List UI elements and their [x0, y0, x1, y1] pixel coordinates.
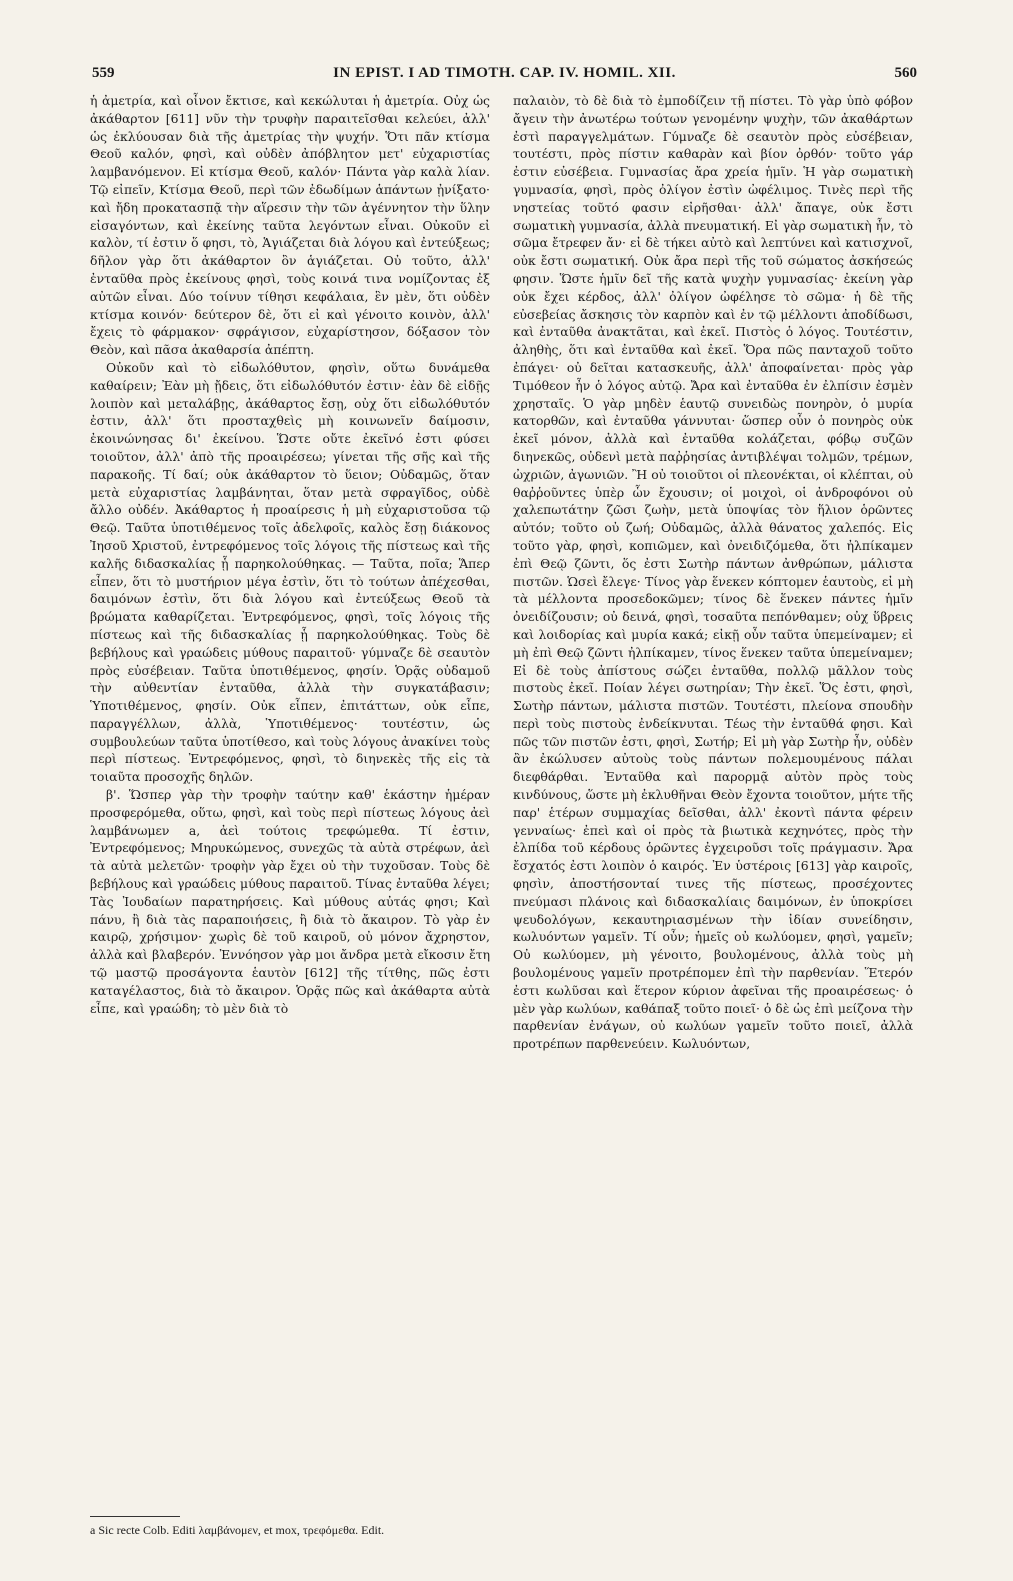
- footnote: a Sic recte Colb. Editi λαμβάνομεν, et mox, τρεφόμεθα. Edit.: [90, 1523, 385, 1537]
- left-paragraph-2: Οὐκοῦν καὶ τὸ εἰδωλόθυτον, φησὶν, οὕτω δυνάμεθα καθαίρειν; Ἐὰν μὴ ᾔδεις, ὅτι εἰδωλόθυτόν ἐστιν· ἐὰν δὲ εἰδῇς λοιπὸν καὶ μεταλάβῃς, ἀκάθαρτος ἔσῃ, οὐχ ὅτι εἰδωλόθυτόν ἐστιν, ἀλλ' ὅτι προσταχθεὶς μὴ κοινωνεῖν δαίμοσιν, ἐκοινώνησας δι' ἐκείνου. Ὥστε οὔτε ἐκεῖνό ἐστι φύσει τοιοῦτον, ἀλλ' ἀπὸ τῆς προαιρέσεω; γίνεται τῆς σῆς καὶ τῆς παρακοῆς. Τί δαί; οὐκ ἀκάθαρτον τὸ ὕειον; Οὐδαμῶς, ὅταν μετὰ εὐχαριστίας λαμβάνηται, ὅταν μετὰ σφραγῖδος, οὐδὲ ἄλλο οὐδέν. Ἀκάθαρτος ἡ προαίρεσις ἡ μὴ εὐχαριστοῦσα τῷ Θεῷ. Ταῦτα ὑποτιθέμενος τοῖς ἀδελφοῖς, καλὸς ἔσῃ διάκονος Ἰησοῦ Χριστοῦ, ἐντρεφόμενος τοῖς λόγοις τῆς πίστεως καὶ τῆς καλῆς διδασκαλίας ᾗ παρηκολούθηκας. — Ταῦτα, ποῖα; Ἅπερ εἶπεν, ὅτι τὸ μυστήριον μέγα ἐστὶν, ὅτι τὸ τούτων ἀπέχεσθαι, δαιμόνων ἐστὶν, ὅτι διὰ λόγου καὶ ἐντεύξεως Θεοῦ τὰ βρώματα καθαρίζεται. Ἐντρεφόμενος, φησὶ, τοῖς λόγοις τῆς πίστεως καὶ τῆς διδασκαλίας ᾗ παρηκολούθηκας. Τοὺς δὲ βεβήλους καὶ γραώδεις μύθους παραιτοῦ· γύμναζε δὲ σεαυτὸν πρὸς εὐσέβειαν. Ταῦτα ὑποτιθέμενος, φησίν. Ὁρᾷς οὐδαμοῦ τὴν αὐθεντίαν ἐνταῦθα, ἀλλὰ τὴν συγκατάβασιν; Ὑποτιθέμενος, φησίν. Οὐκ εἶπεν, ἐπιτάττων, οὐκ εἶπε, παραγγέλλων, ἀλλὰ, Ὑποτιθέμενος· τουτέστιν, ὡς συμβουλεύων ταῦτα ὑποτίθεσο, καὶ τοὺς λόγους ἀνακίνει τοὺς περὶ πίστεως. Ἐντρεφόμενος, φησὶ, τὸ διηνεκὲς τῆς εἰς τὰ τοιαῦτα προσοχῆς δηλῶν.: [90, 359, 490, 785]
- left-paragraph-3: β'. Ὥσπερ γὰρ τὴν τροφὴν ταύτην καθ' ἑκάστην ἡμέραν προσφερόμεθα, οὕτω, φησὶ, καὶ τοὺς περὶ πίστεως λόγους ἀεὶ λαμβάνωμεν a, ἀεὶ τούτοις τρεφώμεθα. Τί ἐστιν, Ἐντρεφόμενος; Μηρυκώμενος, συνεχῶς τὰ αὐτὰ στρέφων, ἀεὶ τὰ αὐτὰ μελετῶν· τροφὴν γὰρ ἔχει οὐ τὴν τυχοῦσαν. Τοὺς δὲ βεβήλους καὶ γραώδεις μύθους παραιτοῦ. Τίνας ἐνταῦθα λέγει; Τὰς Ἰουδαίων παρατηρήσεις. Καὶ μύθους αὐτάς φησι; Καὶ πάνυ, ἢ διὰ τὰς παραποιήσεις, ἢ διὰ τὸ ἄκαιρον. Τὸ γὰρ ἐν καιρῷ, χρήσιμον· χωρὶς δὲ τοῦ καιροῦ, οὐ μόνον ἄχρηστον, ἀλλὰ καὶ βλαβερόν. Ἐννόησον γὰρ μοι ἄνδρα μετὰ εἴκοσιν ἔτη τῷ μαστῷ προσάγοντα ἑαυτὸν [612] τῆς τίτθης, πῶς ἐστι καταγέλαστος, διὰ τὸ ἄκαιρον. Ὁρᾷς πῶς καὶ ἀκάθαρτα αὐτὰ εἶπε, καὶ γραώδη; τὸ μὲν διὰ τὸ: [90, 787, 490, 1016]
- page-header: [92, 60, 917, 86]
- running-title: IN EPIST. I AD TIMOTH. CAP. IV. HOMIL. XII.: [333, 64, 676, 81]
- page-number-right: 560: [894, 64, 917, 81]
- right-paragraph-1: παλαιὸν, τὸ δὲ διὰ τὸ ἐμποδίζειν τῇ πίστει. Τὸ γὰρ ὑπὸ φόβον ἄγειν τὴν ἀνωτέρω τούτων γενομένην ψυχὴν, τῶν ἀκαθάρτων ἐστὶ παραγγελμάτων. Γύμναζε δὲ σεαυτὸν πρὸς εὐσέβειαν, τουτέστι, πρὸς πίστιν καθαρὰν καὶ βίον ὀρθόν· τοῦτο γάρ ἐστιν εὐσέβεια. Γυμνασίας ἄρα χρεία ἡμῖν. Ἡ γὰρ σωματικὴ γυμνασία, φησὶ, πρὸς ὀλίγον ἐστὶν ὠφέλιμος. Τινὲς περὶ τῆς νηστείας τοῦτό φασιν εἰρῆσθαι· ἀλλ' ἄπαγε, οὐκ ἔστι σωματικὴ γυμνασία, ἀλλὰ πνευματική. Εἰ γὰρ σωματικὴ ἦν, τὸ σῶμα ἔτρεφεν ἄν· εἰ δὲ τήκει αὐτὸ καὶ λεπτύνει καὶ κατισχνοῖ, οὐκ ἔστι σωματική. Οὐκ ἄρα περὶ τῆς τοῦ σώματος ἀσκήσεώς φησιν. Ὥστε ἡμῖν δεῖ τῆς κατὰ ψυχὴν γυμνασίας· ἐκείνη γὰρ οὐκ ἔχει κέρδος, ἀλλ' ὀλίγον ὠφέλησε τὸ σῶμα· ἡ δὲ τῆς εὐσεβείας ἄσκησις τὸν καρπὸν καὶ ἐν τῷ μέλλοντι ἀποδίδωσι, καὶ ἐνταῦθα ἀνακτᾶται, καὶ ἐκεῖ. Πιστὸς ὁ λόγος. Τουτέστιν, ἀληθὴς, ὅτι καὶ ἐνταῦθα καὶ ἐκεῖ. Ὅρα πῶς πανταχοῦ τοῦτο ἐπάγει· οὐ δεῖται κατασκευῆς, ἀλλ' ἀποφαίνεται· πρὸς γὰρ Τιμόθεον ἦν ὁ λόγος αὐτῷ. Ἄρα καὶ ἐνταῦθα ἐν ἐλπίσιν ἐσμὲν χρησταῖς. Ὁ γὰρ μηδὲν ἑαυτῷ συνειδὼς πονηρὸν, ὁ μυρία κατορθῶν, καὶ ἐνταῦθα γάννυται· ὥσπερ οὖν ὁ πονηρὸς οὐκ ἐκεῖ μόνον, ἀλλὰ καὶ ἐνταῦθα κολάζεται, φόβῳ συζῶν διηνεκῶς, οὐδενὶ μετὰ παῤῥησίας ἀντιβλέψαι τολμῶν, τρέμων, ὠχριῶν, ἀγωνιῶν. Ἢ οὐ τοιοῦτοι οἱ πλεονέκται, οἱ κλέπται, οὐ θαῤῥοῦντες ὑπὲρ ὧν ἔχουσιν; οἱ μοιχοὶ, οἱ ἀνδροφόνοι οὐ χαλεπωτάτην ζῶσι ζωὴν, μετὰ ὑποψίας τὸν ἥλιον ὁρῶντες αὐτόν; τοῦτο οὐ ζωή; Οὐδαμῶς, ἀλλὰ θάνατος χαλεπός. Εἰς τοῦτο γὰρ, φησὶ, κοπιῶμεν, καὶ ὀνειδιζόμεθα, ὅτι ἠλπίκαμεν ἐπὶ Θεῷ ζῶντι, ὅς ἐστι Σωτὴρ πάντων ἀνθρώπων, μάλιστα πιστῶν. Ὡσεὶ ἔλεγε· Τίνος γὰρ ἕνεκεν κόπτομεν ἑαυτοὺς, εἰ μὴ τὰ μέλλοντα προσεδοκῶμεν; τίνος δὲ ἕνεκεν πάντες ἡμῖν ὀνειδίζουσιν; οὐ δεινά, φησὶ, τοσαῦτα πεπόνθαμεν; οὐχ ὕβρεις καὶ λοιδορίας καὶ μυρία κακά; εἰκῇ οὖν ταῦτα ὑπεμείναμεν; εἰ μὴ ἐπὶ Θεῷ ζῶντι ἠλπίκαμεν, τίνος ἕνεκεν ταῦτα ὑπεμείναμεν; Εἰ δὲ τοὺς ἀπίστους σώζει ἐνταῦθα, πολλῷ μᾶλλον τοὺς πιστοὺς ἐκεῖ. Ποίαν λέγει σωτηρίαν; Τὴν ἐκεῖ. Ὅς ἐστι, φησὶ, Σωτὴρ πάντων, μάλιστα πιστῶν. Τουτέστι, πλείονα σπουδὴν περὶ τοὺς πιστοὺς ἐνδείκνυται. Τέως τὴν ἐνταῦθά φησι. Καὶ πῶς τῶν πιστῶν ἐστι, φησὶ, Σωτήρ; Εἰ μὴ γὰρ Σωτὴρ ἦν, οὐδὲν ἂν ἐκώλυσεν αὐτοὺς τοὺς πάντων πολεμουμένους πάλαι διεφθάρθαι. Ἐνταῦθα καὶ παρορμᾷ αὐτὸν πρὸς τοὺς κινδύνους, ὥστε μὴ ἐκλυθῆναι Θεὸν ἔχοντα τοιοῦτον, μήτε τῆς παρ' ἑτέρων συμμαχίας δεῖσθαι, ἀλλ' ἐκοντὶ πάντα φέρειν γενναίως· ἐπεὶ καὶ οἱ πρὸς τὰ βιωτικὰ κεχηνότες, πρὸς τὴν ἐλπίδα τοῦ κέρδους ὁρῶντες ἐγχειροῦσι τοῖς πράγμασιν. Ἄρα ἔσχατός ἐστι λοιπὸν ὁ καιρός. Ἐν ὑστέροις [613] γὰρ καιροῖς, φησὶν, ἀποστήσονταί τινες τῆς πίστεως, προσέχοντες πνεύμασι πλάνοις καὶ διδασκαλίαις δαιμόνων, ἐν ὑποκρίσει ψευδολόγων, κεκαυτηριασμένων τὴν ἰδίαν συνείδησιν, κωλυόντων γαμεῖν. Τί οὖν; ἡμεῖς οὐ κωλύομεν, φησὶ, γαμεῖν; Οὐ κωλύομεν, μὴ γένοιτο, βουλομένους, ἀλλὰ τοὺς μὴ βουλομένους γαμεῖν προτρέπομεν ἐπὶ τὴν παρθενίαν. Ἕτερόν ἐστι κωλῦσαι καὶ ἕτερον κύριον ἀφεῖναι τῆς προαιρέσεως· ὁ μὲν γὰρ κωλύων, καθάπαξ τοῦτο ποιεῖ· ὁ δὲ ὡς ἐπὶ μείζονα τὴν παρθενίαν ἐνάγων, οὐ κωλύων γαμεῖν τοῦτο ποιεῖ, ἀλλὰ προτρέπων παρθενεύειν. Κωλυόντων,: [513, 93, 913, 1052]
- left-column: [90, 92, 490, 1472]
- right-column: [513, 92, 913, 1562]
- footnote-divider: [90, 1516, 180, 1517]
- left-paragraph-1: ἡ ἀμετρία, καὶ οἶνον ἔκτισε, καὶ κεκώλυται ἡ ἀμετρία. Οὐχ ὡς ἀκάθαρτον [611] νῦν τὴν τρυφὴν παραιτεῖσθαι κελεύει, ἀλλ' ὡς ἐκλύουσαν διὰ τῆς ἀμετρίας τὴν ψυχήν. Ὅτι πᾶν κτίσμα Θεοῦ καλόν, φησὶ, καὶ οὐδὲν ἀπόβλητον μετ' εὐχαριστίας λαμβανόμενον. Εἰ κτίσμα Θεοῦ, καλόν· Πάντα γὰρ καλὰ λίαν. Τῷ εἰπεῖν, Κτίσμα Θεοῦ, περὶ τῶν ἐδωδίμων ἁπάντων ᾐνίξατο· καὶ ἤδη προκατασπᾷ τὴν αἵρεσιν τὴν τῶν ἀγέννητον τὴν ὕλην εἰσαγόντων, καὶ ἐκείνης ταῦτα λεγόντων εἶναι. Οὐκοῦν εἰ καλὸν, τί ἐστιν ὅ φησι, τὸ, Ἁγιάζεται διὰ λόγου καὶ ἐντεύξεως; δῆλον γὰρ ὅτι ἀκάθαρτον ὂν ἁγιάζεται. Οὐ τοῦτο, ἀλλ' ἐνταῦθα πρὸς ἐκείνους φησὶ, τοὺς κοινά τινα νομίζοντας ἐξ αὐτῶν εἶναι. Δύο τοίνυν τίθησι κεφάλαια, ἓν μὲν, ὅτι οὐδὲν κτίσμα κοινόν· δεύτερον δὲ, ὅτι εἰ καὶ γένοιτο κοινὸν, ἀλλ' ἔχεις τὸ φάρμακον· σφράγισον, εὐχαρίστησον, δόξασον τὸν Θεὸν, καὶ πᾶσα ἀκαθαρσία ἀπέπτη.: [90, 93, 490, 358]
- page-number-left: 559: [92, 64, 115, 81]
